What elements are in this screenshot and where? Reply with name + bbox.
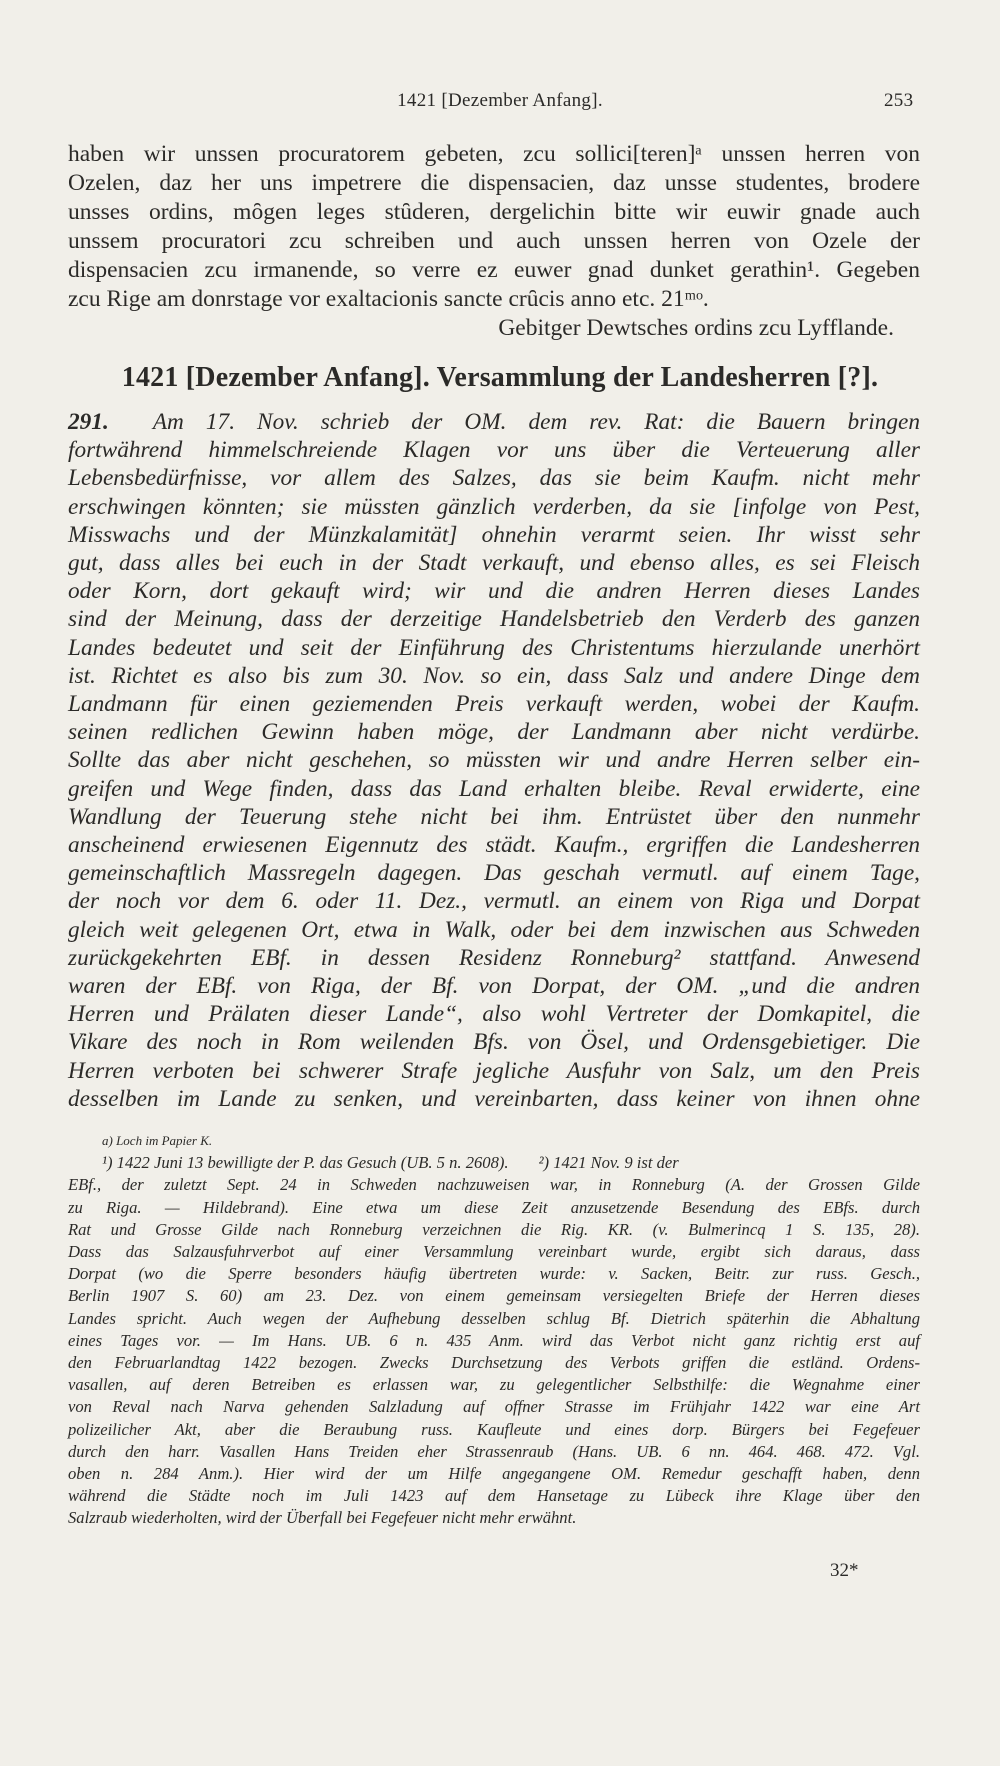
text-line: sind der Meinung, dass der derzeitige Handelsbetrieb den Verderb des ganzen xyxy=(68,606,920,633)
footnote-a: a) Loch im Papier K. xyxy=(102,1133,213,1148)
text-line: dispensacien zcu irmanende, so verre ez euwer gnad dunket gerathin¹. Gegeben xyxy=(68,257,920,283)
footnote-line: von Reval nach Narva gehenden Salzladung auf offner Strasse im Frühjahr 1422 war eine Art xyxy=(68,1397,920,1417)
text-line: Lebensbedürfnisse, vor allem des Salzes, das sie beim Kaufm. nicht mehr xyxy=(68,465,920,492)
document-number: 291. xyxy=(68,409,109,435)
footnotes xyxy=(68,1130,920,1530)
footnote-line: den Februarlandtag 1422 bezogen. Zwecks Durchsetzung des Verbots griffen die estländ. Ordens- xyxy=(68,1353,920,1373)
text-line: oder Korn, dort gekauft wird; wir und die andren Herren dieses Landes xyxy=(68,578,920,605)
text-line: gemeinschaftlich Massregeln dagegen. Das geschah vermutl. auf einem Tage, xyxy=(68,860,920,887)
footnote-2-start: ²) 1421 Nov. 9 ist der xyxy=(538,1153,679,1173)
section-heading: 1421 [Dezember Anfang]. Versammlung der Landesherren [?]. xyxy=(121,362,879,393)
footnote-line: während die Städte noch im Juli 1423 auf dem Hansetage zu Lübeck ihre Klage über den xyxy=(68,1486,920,1506)
text-line: Ozelen, daz her uns impetrere die dispensacien, daz unsse studentes, brodere xyxy=(68,170,920,196)
latin-letter-text xyxy=(68,140,920,343)
text-line: Herren verboten bei schwerer Strafe jegliche Ausfuhr von Salz, um den Preis xyxy=(68,1057,920,1084)
text-line xyxy=(68,408,920,436)
footnote-line: eines Tages vor. — Im Hans. UB. 6 n. 435 Anm. wird das Verbot nicht ganz richtig erst auf xyxy=(68,1330,920,1350)
footnote-line: Dass das Salzausfuhrverbot auf einer Versammlung vereinbart wurde, ergibt sich daraus, dass xyxy=(68,1242,920,1262)
text-line: haben wir unssen procuratorem gebeten, zcu sollici[teren]ᵃ unssen herren von xyxy=(68,141,920,167)
footnote-line: Berlin 1907 S. 60) am 23. Dez. von einem gemeinsam versiegelten Briefe der Herren dieses xyxy=(68,1286,920,1306)
footnote-1: ¹) 1422 Juni 13 bewilligte der P. das Gesuch (UB. 5 n. 2608). xyxy=(102,1153,509,1173)
text-line-content: Am 17. Nov. schrieb der OM. dem rev. Rat: die Bauern bringen xyxy=(152,409,920,435)
text-line: unsses ordins, mȏgen leges stȗderen, dergelichin bitte wir euwir gnade auch xyxy=(68,199,920,225)
text-line: der noch vor dem 6. oder 11. Dez., vermutl. an einem von Riga und Dorpat xyxy=(68,888,920,915)
signature-mark: 32* xyxy=(830,1560,859,1581)
footnote-line: Rat und Grosse Gilde nach Ronneburg verzeichnen die Rig. KR. (v. Bulmerincq 1 S. 135, 28). xyxy=(68,1219,920,1239)
footnote-line: vasallen, auf deren Betreiben es erlassen war, zu gelegentlicher Selbsthilfe: die Wegnahme einer xyxy=(68,1375,920,1395)
footnote-line: Dorpat (wo die Sperre besonders häufig übertreten wurde: v. Sacken, Beitr. zur russ. Gesch., xyxy=(68,1264,920,1284)
footnote-line: EBf., der zuletzt Sept. 24 in Schweden nachzuweisen war, in Ronneburg (A. der Grossen Gilde xyxy=(68,1175,920,1195)
footnote-line: Salzraub wiederholten, wird der Überfall bei Fegefeuer nicht mehr erwähnt. xyxy=(68,1508,577,1528)
text-line: seinen redlichen Gewinn haben möge, der Landmann aber nicht verdürbe. xyxy=(68,719,920,746)
text-line: unssem procuratori zcu schreiben und auch unssen herren von Ozele der xyxy=(68,228,920,254)
footnote-line: zu Riga. — Hildebrand). Eine etwa um diese Zeit anzusetzende Besendung des EBfs. durch xyxy=(68,1197,920,1217)
page-number: 253 xyxy=(884,90,914,111)
text-line: fortwährend himmelschreiende Klagen vor uns über die Verteuerung aller xyxy=(68,437,920,464)
text-line: gut, dass alles bei euch in der Stadt verkauft, und ebenso alles, es sei Fleisch xyxy=(68,550,920,577)
text-line: waren der EBf. von Riga, der Bf. von Dorpat, der OM. „und die andren xyxy=(68,973,920,1000)
footnote-line: oben n. 284 Anm.). Hier wird der um Hilfe angegangene OM. Remedur geschafft haben, denn xyxy=(68,1464,920,1484)
text-line: Herren und Prälaten dieser Lande“, also wohl Vertreter der Domkapitel, die xyxy=(68,1001,920,1028)
text-line: Wandlung der Teuerung stehe nicht bei ihm. Entrüstet über den nunmehr xyxy=(68,803,920,830)
text-line: ist. Richtet es also bis zum 30. Nov. so ein, dass Salz und andere Dinge dem xyxy=(68,662,920,689)
footnote-line: Landes spricht. Auch wegen der Aufhebung desselben schlug Bf. Dietrich späterhin die Abhaltung xyxy=(68,1308,920,1328)
text-line: desselben im Lande zu senken, und vereinbarten, dass keiner von ihnen ohne xyxy=(68,1085,920,1112)
running-title: 1421 [Dezember Anfang]. xyxy=(397,90,603,111)
footnote-line: durch den harr. Vasallen Hans Treiden eher Strassenraub (Hans. UB. 6 nn. 464. 468. 472. Vgl. xyxy=(68,1441,920,1461)
footnote-line: polizeilicher Akt, aber die Beraubung russ. Kaufleute und eines dorp. Bürgers bei Fegefeuer xyxy=(68,1419,920,1439)
text-line: Vikare des noch in Rom weilenden Bfs. von Ösel, und Ordensgebietiger. Die xyxy=(68,1029,920,1056)
text-line: gleich weit gelegenen Ort, etwa in Walk, oder bei dem inzwischen aus Schweden xyxy=(68,916,920,943)
text-line: zurückgekehrten EBf. in dessen Residenz Ronneburg² stattfand. Anwesend xyxy=(68,944,920,971)
text-line: Landmann für einen geziemenden Preis verkauft werden, wobei der Kaufm. xyxy=(68,691,920,718)
text-line: greifen und Wege finden, dass das Land erhalten bleibe. Reval erwiderte, eine xyxy=(68,775,920,802)
signature: Gebitger Dewtsches ordins zcu Lyfflande. xyxy=(498,315,894,341)
text-line: Sollte das aber nicht geschehen, so müssten wir und andre Herren selber ein- xyxy=(68,747,920,774)
footnote-line xyxy=(68,1152,920,1174)
text-line: zcu Rige am donrstage vor exaltacionis sancte crȗcis anno etc. 21ᵐᵒ. xyxy=(68,286,709,312)
text-line: Landes bedeutet und seit der Einführung des Christentums hierzulande unerhört xyxy=(68,634,920,661)
body-text xyxy=(68,408,920,1113)
text-line: anscheinend erwiesenen Eigennutz des städt. Kaufm., ergriffen die Landesherren xyxy=(68,832,920,859)
text-line: Misswachs und der Münzkalamität] ohnehin verarmt seien. Ihr wisst sehr xyxy=(68,521,920,548)
text-line: erschwingen könnten; sie müssten gänzlich verderben, da sie [infolge von Pest, xyxy=(68,493,920,520)
